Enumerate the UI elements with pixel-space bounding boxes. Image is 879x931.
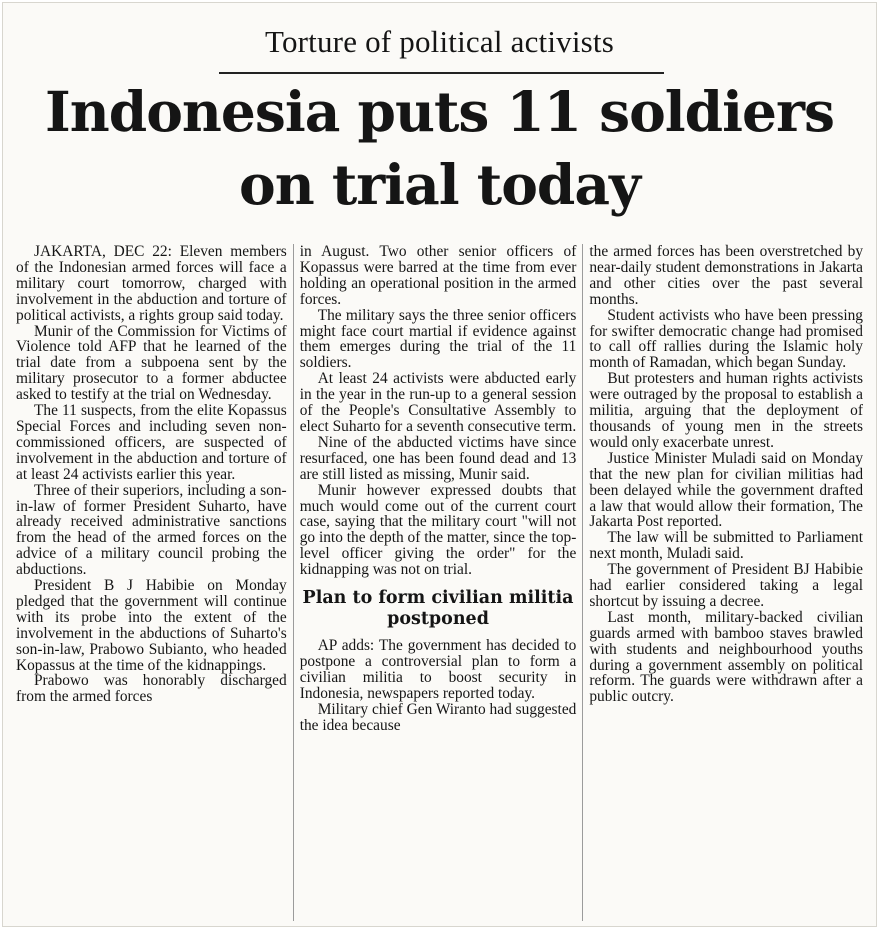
paragraph: The government of President BJ Habibie had earlier considered taking a legal shortcut by issuing a decree. (589, 561, 864, 610)
paragraph: At least 24 activists were abducted early in the year in the run-up to a general session of the People's Consultative Assembly to elect Suharto for a seventh consecutive term. (299, 370, 577, 435)
kicker-heading: Torture of political activists (264, 24, 615, 59)
paragraph: The 11 suspects, from the elite Kopassus Special Forces and including seven non-commissioned officers, are suspected of involvement in the abduction and torture of at least 24 activists earlier this year. (16, 402, 287, 483)
headline-line-2: on trial today (239, 152, 640, 217)
paragraph: The military says the three senior officers might face court martial if evidence against them emerges during the trial of the 11 soldiers. (299, 306, 577, 372)
dateline: JAKARTA, DEC 22: (34, 244, 172, 260)
newspaper-clipping (2, 2, 877, 927)
paragraph: in August. Two other senior officers of Kopassus were barred at the time from ever holding an operational position in the armed forces. (299, 244, 577, 308)
paragraph: The law will be submitted to Parliament next month, Muladi said. (589, 529, 864, 563)
kicker-underline (219, 72, 664, 74)
article-column-3 (583, 244, 869, 921)
article-body (10, 244, 869, 921)
paragraph: Prabowo was honorably discharged from the armed forces (16, 672, 287, 706)
headline-line-1: Indonesia puts 11 soldiers (45, 79, 834, 144)
headline (2, 75, 877, 221)
paragraph: But protesters and human rights activists were outraged by the proposal to establish a militia, arguing that the deployment of thousands of young men in the streets would only exacerbate unrest. (589, 370, 864, 451)
paragraph: Munir however expressed doubts that much would come out of the current court case, saying that the military court "will not go into the depth of the matter, since the top-level officer giving the order" for the kidnapping was not on trial. (299, 481, 577, 579)
paragraph: Student activists who have been pressing for swifter democratic change had promised to call off rallies during the Islamic holy month of Ramadan, which began Sunday. (589, 306, 864, 372)
paragraph: Justice Minister Muladi said on Monday that the new plan for civilian militias had been delayed while the government drafted a law that would allow their formation, The Jakarta Post reported. (589, 449, 864, 531)
paragraph: the armed forces has been overstretched by near-daily student demonstrations in Jakarta and other cities over the past several months. (589, 244, 864, 308)
paragraph: President B J Habibie on Monday pledged that the government will continue with its probe into the extent of the involvement in the abductions of Suharto's son-in-law, Prabowo Subianto, who headed Kopassus at the time of the kidnappings. (16, 577, 287, 674)
article-column-2 (293, 244, 584, 921)
paragraph: Three of their superiors, including a son-in-law of former President Suharto, have already received administrative sanctions from the head of the armed forces on the advice of a military council probing the abductions. (16, 481, 287, 579)
paragraph: Munir of the Commission for Victims of Violence told AFP that he learned of the trial date from a subpoena sent by the military prosecutor to a former abductee asked to testify at the trial on Wednesday. (16, 322, 287, 404)
paragraph: JAKARTA, DEC 22: Eleven members of the Indonesian armed forces will face a military court tomorrow, charged with involvement in the abduction and torture of political activists, a rights group said today. (16, 244, 287, 324)
paragraph: Last month, military-backed civilian guards armed with bamboo staves brawled with students and neighbourhood youths during a government assembly on political reform. The guards were withdrawn after a public outcry. (589, 608, 864, 706)
subheading: Plan to form civilian militia postponed (302, 588, 574, 630)
paragraph: AP adds: The government has decided to postpone a controversial plan to form a civilian militia to boost security in Indonesia, newspapers reported today. (299, 637, 577, 702)
paragraph: Nine of the abducted victims have since resurfaced, one has been found dead and 13 are still listed as missing, Munir said. (299, 433, 577, 483)
article-column-1 (10, 244, 293, 921)
paragraph: Military chief Gen Wiranto had suggested the idea because (299, 700, 577, 734)
